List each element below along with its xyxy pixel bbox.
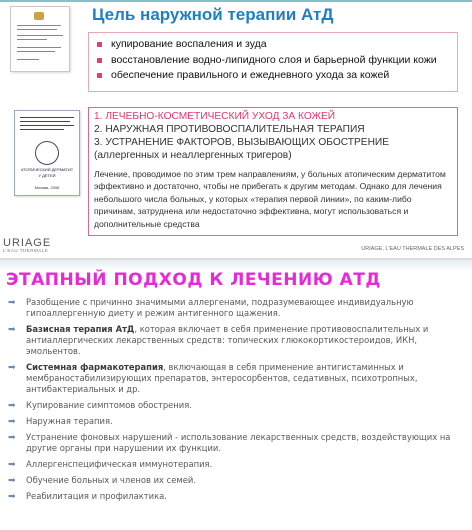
arrow-right-icon: ➡ [8, 325, 16, 335]
arrow-right-icon: ➡ [8, 476, 16, 486]
direction-item-3: 3. УСТРАНЕНИЕ ФАКТОРОВ, ВЫЗЫВАЮЩИХ ОБОСТРЕНИЕ [94, 137, 390, 148]
goal-item: восстановление водно-липидного слоя и барьерной функции кожи [97, 53, 457, 69]
thumbnail-title-line-1: АТОПИЧЕСКИЙ ДЕРМАТИТ [20, 167, 74, 172]
top-accent-bar [0, 0, 472, 2]
directions-list [94, 110, 389, 162]
list-item: ➡ Базисная терапия АтД, которая включает в себя применение противовоспалительных и антиаллергических лекарственных средств: топических глюкокортикостероидов, ИКН, эмольентов. [8, 324, 429, 356]
arrow-right-icon: ➡ [8, 298, 16, 308]
arrow-right-icon: ➡ [8, 460, 16, 470]
directions-box [88, 107, 458, 236]
list-item: ➡ Наружная терапия. [8, 416, 113, 427]
pink-square-icon [97, 73, 102, 78]
brand-name: URIAGE [3, 237, 52, 249]
slide1-title: Цель наружной терапии АтД [92, 5, 334, 24]
list-item: ➡ Системная фармакотерапия, включающая в себя применение антигистаминных и мембраностабилизирующих препаратов, энтеросорбентов, седативных, психотропных, антибактериальных и др. [8, 362, 418, 394]
arrow-right-icon: ➡ [8, 401, 16, 411]
slide-therapy-goals [0, 0, 472, 258]
uriage-logo [3, 237, 51, 253]
goal-item: обеспечение правильного и ежедневного ухода за кожей [97, 68, 457, 84]
slide2-title: ЭТАПНЫЙ ПОДХОД К ЛЕЧЕНИЮ АТД [6, 270, 382, 290]
direction-item-1: 1. ЛЕЧЕБНО-КОСМЕТИЧЕСКИЙ УХОД ЗА КОЖЕЙ [94, 111, 336, 122]
directions-body-text: Лечение, проводимое по этим трем направлениям, у больных атопическим дерматитом эффективно и достаточно, чтобы не прибегать к другим методам. Однако для лечения небольшого числа больных, у которых «терапия первой линии», по каким-либо причинам, затруднена или недостаточно эффективна, могут использоваться и дополнительные средства [94, 169, 446, 229]
list-item: ➡ Реабилитация и профилактика. [8, 491, 167, 502]
emblem-icon [34, 12, 44, 20]
goal-item: купирование воспаления и зуда [97, 37, 457, 53]
direction-subnote: (аллергенных и неаллергенных тригеров) [94, 150, 292, 161]
arrow-right-icon: ➡ [8, 417, 16, 427]
pink-square-icon [97, 58, 102, 63]
direction-item-2: 2. НАРУЖНАЯ ПРОТИВОВОСПАЛИТЕЛЬНАЯ ТЕРАПИЯ [94, 124, 365, 135]
steps-list [8, 297, 466, 507]
thumbnail-year: Москва, 2006 [34, 185, 60, 190]
arrow-right-icon: ➡ [8, 363, 16, 373]
goals-list [89, 33, 457, 84]
thumbnail-title-line-2: У ДЕТЕЙ [38, 173, 56, 178]
list-item: ➡ Разобщение с причинно значимыми аллергенами, подразумевающее индивидуальную гипоаллергенную диету и режим антигенного щажения. [8, 297, 414, 318]
arrow-right-icon: ➡ [8, 492, 16, 502]
list-item: ➡ Обучение больных и членов их семей. [8, 475, 196, 486]
document-thumbnail-1 [10, 6, 70, 72]
list-item: ➡ Аллергенспецифическая иммунотерапия. [8, 459, 213, 470]
document-thumbnail-2 [14, 110, 80, 196]
list-item: ➡ Купирование симптомов обострения. [8, 400, 192, 411]
goals-box [88, 32, 458, 92]
list-item: ➡ Устранение фоновых нарушений - использование лекарственных средств, воздействующих на другие органы при нарушении их функции. [8, 432, 451, 453]
seal-icon [35, 141, 59, 165]
arrow-right-icon: ➡ [8, 433, 16, 443]
slide-footer: URIAGE, L'EAU THERMALE DES ALPES [361, 246, 464, 252]
pink-square-icon [97, 42, 102, 47]
slide-stepwise-approach [0, 260, 472, 530]
brand-subtitle: L'EAU THERMALE [3, 248, 49, 253]
